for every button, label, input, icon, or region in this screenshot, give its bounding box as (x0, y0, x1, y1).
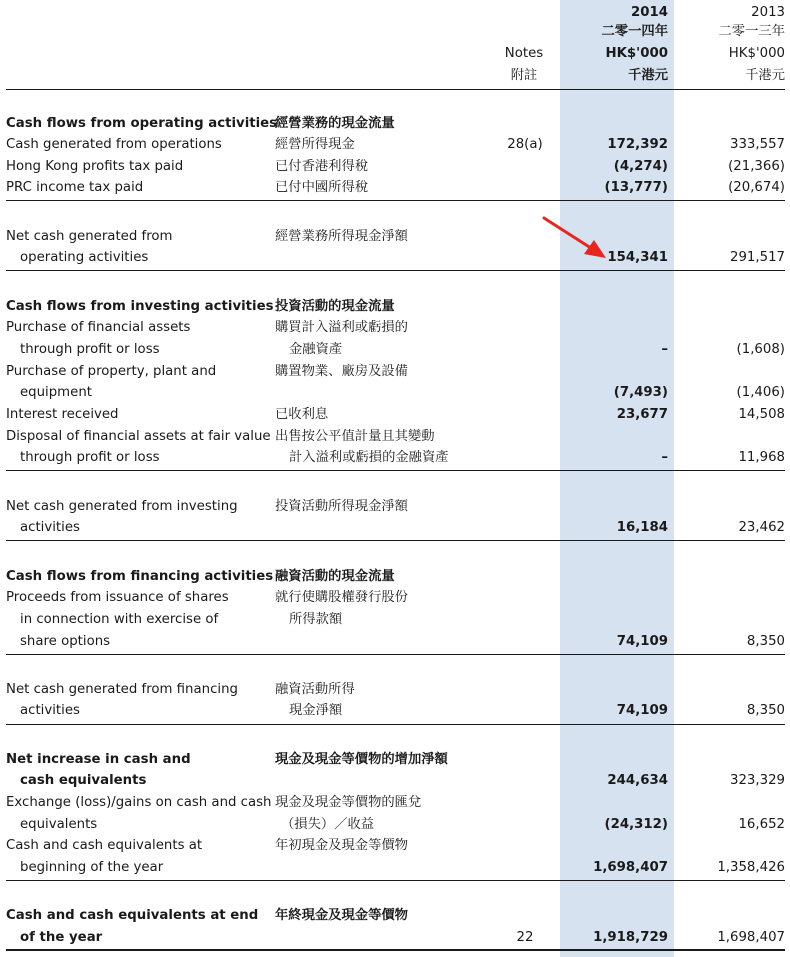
unit-2014-zh: 千港元 (628, 68, 668, 83)
ending-cash-2013: 1,698,407 (717, 930, 785, 945)
beginning-cash-2013: 1,358,426 (717, 860, 785, 875)
operating-row-label-zh: 經營所得現金 (275, 137, 355, 152)
net-financing-label-cont: activities (20, 703, 80, 718)
investing-row-2013: (1,608) (736, 342, 785, 357)
exchange-label-zh-cont: （損失）／收益 (281, 817, 375, 832)
subtotal-divider (6, 654, 785, 655)
investing-row-label-cont: equipment (20, 385, 92, 400)
header-divider (6, 89, 785, 90)
net-investing-2013: 23,462 (738, 520, 785, 535)
exchange-label: Exchange (loss)/gains on cash and cash (6, 795, 272, 810)
ending-cash-label-zh: 年終現金及現金等價物 (275, 908, 408, 923)
red-arrow-icon (540, 214, 610, 260)
subtotal-divider (6, 200, 785, 201)
net-investing-label-zh: 投資活動所得現金淨額 (275, 499, 408, 514)
ending-cash-label-cont: of the year (20, 930, 103, 945)
financing-heading-zh: 融資活動的現金流量 (275, 569, 395, 584)
net-financing-2013: 8,350 (746, 703, 785, 718)
ending-cash-note: 22 (516, 930, 534, 945)
exchange-2014: (24,312) (604, 817, 668, 832)
year-2014-zh: 二零一四年 (601, 24, 668, 39)
financing-row-label-zh-cont: 所得款額 (289, 612, 343, 627)
net-financing-label: Net cash generated from financing (6, 682, 238, 697)
net-investing-2014: 16,184 (616, 520, 668, 535)
exchange-label-zh: 現金及現金等價物的匯兌 (275, 795, 422, 810)
beginning-cash-2014: 1,698,407 (593, 860, 668, 875)
section-divider (6, 540, 785, 541)
net-operating-2014: 154,341 (607, 250, 668, 265)
investing-row-label-zh: 購置物業、廠房及設備 (275, 364, 408, 379)
operating-row-2013: 333,557 (730, 137, 785, 152)
beginning-cash-label-cont: beginning of the year (20, 860, 164, 875)
investing-row-label-zh-cont: 金融資產 (289, 342, 343, 357)
investing-row-label-zh: 出售按公平值計量且其變動 (275, 429, 435, 444)
financing-row-label: Proceeds from issuance of shares (6, 590, 229, 605)
section-divider (6, 724, 785, 725)
operating-row-label-zh: 已付中國所得稅 (275, 180, 369, 195)
investing-row-label: Interest received (6, 407, 119, 422)
operating-row-label-zh: 已付香港利得稅 (275, 159, 369, 174)
investing-row-label-cont: through profit or loss (20, 450, 160, 465)
investing-row-label: Purchase of property, plant and (6, 364, 217, 379)
net-financing-2014: 74,109 (616, 703, 668, 718)
operating-row-note: 28(a) (507, 137, 543, 152)
notes-header-zh: 附註 (510, 68, 538, 83)
net-investing-label: Net cash generated from investing (6, 499, 238, 514)
operating-row-label: Hong Kong profits tax paid (6, 159, 184, 174)
total-double-rule (6, 949, 785, 951)
net-financing-label-zh-cont: 現金淨額 (289, 703, 343, 718)
investing-row-label-zh-cont: 計入溢利或虧損的金融資產 (289, 450, 449, 465)
financing-row-label-cont: share options (20, 634, 111, 649)
financing-heading: Cash flows from financing activities (6, 569, 274, 584)
unit-2013-zh: 千港元 (745, 68, 785, 83)
subtotal-divider (6, 470, 785, 471)
section-divider (6, 270, 785, 271)
operating-row-2014: (13,777) (604, 180, 668, 195)
investing-row-2014: – (661, 342, 668, 357)
operating-row-2013: (21,366) (728, 159, 785, 174)
ending-cash-2014: 1,918,729 (593, 930, 668, 945)
investing-row-2014: – (661, 450, 668, 465)
year-2014: 2014 (630, 5, 668, 20)
unit-2013: HK$'000 (728, 46, 785, 61)
investing-row-2013: 11,968 (738, 450, 785, 465)
exchange-2013: 16,652 (738, 817, 785, 832)
net-increase-label-cont: cash equivalents (20, 773, 147, 788)
financing-row-label-cont: in connection with exercise of (20, 612, 219, 627)
net-operating-label: Net cash generated from (6, 229, 173, 244)
unit-2014: HK$'000 (605, 46, 668, 61)
investing-row-label-zh: 購買計入溢利或虧損的 (275, 320, 408, 335)
investing-row-label: Purchase of financial assets (6, 320, 191, 335)
ending-cash-label: Cash and cash equivalents at end (6, 908, 259, 923)
investing-row-2013: 14,508 (738, 407, 785, 422)
subtotal-divider (6, 880, 785, 881)
year-2013: 2013 (751, 5, 785, 20)
net-operating-2013: 291,517 (730, 250, 785, 265)
beginning-cash-label: Cash and cash equivalents at (6, 838, 203, 853)
operating-row-label: PRC income tax paid (6, 180, 144, 195)
net-increase-label: Net increase in cash and (6, 752, 191, 767)
exchange-label-cont: equivalents (20, 817, 98, 832)
notes-header: Notes (504, 46, 544, 61)
investing-heading: Cash flows from investing activities (6, 299, 274, 314)
net-investing-label-cont: activities (20, 520, 80, 535)
net-operating-label-zh: 經營業務所得現金淨額 (275, 229, 408, 244)
net-increase-label-zh: 現金及現金等價物的增加淨額 (275, 752, 448, 767)
investing-row-label: Disposal of financial assets at fair value (6, 429, 271, 444)
net-increase-2013: 323,329 (730, 773, 785, 788)
financing-row-2013: 8,350 (746, 634, 785, 649)
operating-row-2014: (4,274) (613, 159, 668, 174)
net-financing-label-zh: 融資活動所得 (275, 682, 355, 697)
operating-heading-zh: 經營業務的現金流量 (275, 116, 395, 131)
investing-row-2014: (7,493) (613, 385, 668, 400)
operating-row-2014: 172,392 (607, 137, 668, 152)
investing-heading-zh: 投資活動的現金流量 (275, 299, 395, 314)
year-2013-zh: 二零一三年 (718, 24, 785, 39)
operating-row-label: Cash generated from operations (6, 137, 222, 152)
beginning-cash-label-zh: 年初現金及現金等價物 (275, 838, 408, 853)
investing-row-label-zh: 已收利息 (275, 407, 329, 422)
operating-heading: Cash flows from operating activities (6, 116, 278, 131)
financing-row-2014: 74,109 (616, 634, 668, 649)
net-increase-2014: 244,634 (607, 773, 668, 788)
financing-row-label-zh: 就行使購股權發行股份 (275, 590, 408, 605)
investing-row-2014: 23,677 (616, 407, 668, 422)
operating-row-2013: (20,674) (728, 180, 785, 195)
investing-row-2013: (1,406) (736, 385, 785, 400)
net-operating-label-cont: operating activities (20, 250, 149, 265)
investing-row-label-cont: through profit or loss (20, 342, 160, 357)
